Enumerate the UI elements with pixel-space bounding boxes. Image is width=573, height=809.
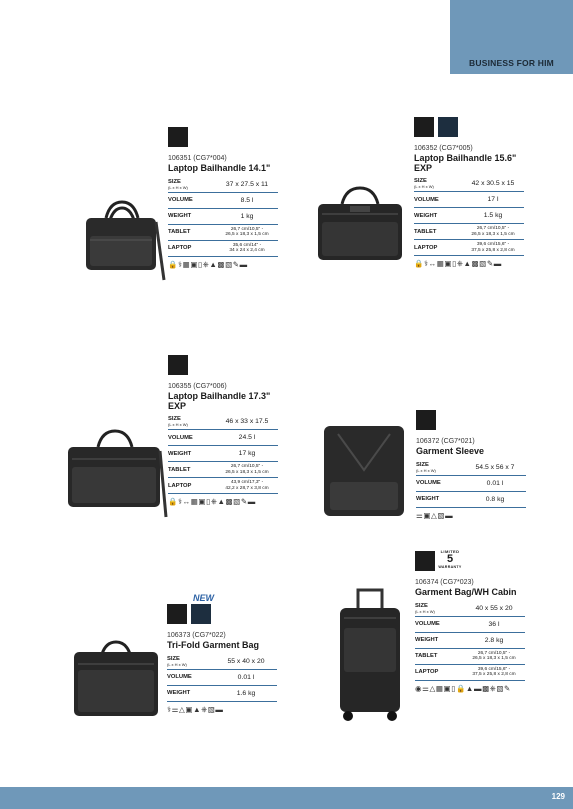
weight-value: 0.8 kg [464,491,526,507]
organizer-icon: ▦ [435,683,444,693]
laptop-icon: ▩ [471,259,480,268]
size-sublabel: (L x H x W) [414,184,434,189]
pen-icon: ✎ [486,259,494,268]
swatch-black [168,127,188,147]
laptop-label: LAPTOP [168,478,216,494]
hanger-icon: △ [179,704,186,714]
weight-label: WEIGHT [414,208,462,224]
swatch-black [168,355,188,375]
section-title: BUSINESS FOR HIM [469,58,554,68]
color-swatches [416,410,528,430]
spec-table [415,601,525,681]
product-image-laptop-bailhandle-15 [310,184,408,268]
usb-icon: ⎈ [210,497,218,506]
weight-value: 17 kg [216,446,278,462]
size-label: SIZE [414,178,427,184]
size-sublabel: (L x H x W) [168,184,188,190]
hanger-icon: △ [431,510,438,520]
bottle-icon: ▲ [463,259,472,268]
tablet-icon: ▯ [198,259,203,269]
product-card [167,604,279,715]
laptop-label: LAPTOP [415,664,463,680]
tablet-value-line2: 26,5 x 18,3 x 1,5 cm [472,656,516,661]
feature-icons [415,684,527,694]
new-badge: NEW [193,593,214,603]
shoulder-strap-icon: ⚕ [167,704,172,714]
product-card [168,355,280,507]
warranty-years: 5 [446,553,454,565]
lock-icon: 🔒 [455,683,466,693]
product-name: Laptop Bailhandle 17.3" EXP [168,391,271,411]
shoulder-strap-icon: ⚕ [177,497,183,506]
tablet-value-line1: 26,7 cm/10,5" - [230,226,264,232]
tag-icon: ⚌ [171,704,179,714]
lock-icon: 🔒 [414,259,424,268]
product-image-laptop-bailhandle-14 [76,196,168,286]
volume-value: 24.5 l [216,430,278,446]
id-icon: ▬ [473,683,483,693]
size-label: SIZE [167,655,180,662]
section-tab [450,0,573,74]
product-name: Tri-Fold Garment Bag [167,640,260,650]
laptop-value-line1: 39,6 cm/15,6" - [476,242,510,248]
laptop-value-line1: 35,6 cm/14" - [232,242,262,248]
size-value: 42 x 30.5 x 15 [462,176,524,192]
product-image-garment-bag-wh-cabin [330,588,410,722]
size-label: SIZE [416,461,429,468]
lock-icon: 🔒 [168,259,178,269]
volume-label: VOLUME [416,475,464,491]
bottle-icon: ▲ [193,704,202,714]
pen-icon: ✎ [504,683,511,693]
id-icon: ▬ [239,259,248,269]
organizer-icon: ▦ [436,259,445,268]
page-footer [0,787,573,809]
hanger-icon: △ [429,683,436,693]
size-value: 55 x 40 x 20 [215,654,277,670]
organizer-icon: ▦ [190,497,199,506]
volume-value: 0.01 l [215,669,277,685]
feature-icons [168,260,280,270]
product-card [168,127,280,270]
size-label: SIZE [168,178,181,185]
bottle-icon: ▲ [217,497,226,506]
trolley-icon: ▧ [496,683,505,693]
product-name: Laptop Bailhandle 14.1" [168,163,271,173]
expand-icon: ↔ [428,259,437,268]
swatch-black [167,604,187,624]
warranty-top-text: LIMITED [440,549,460,554]
tablet-label: TABLET [168,462,216,478]
swatch-black [414,117,434,137]
product-image-laptop-bailhandle-17 [60,425,170,521]
weight-value: 1 kg [216,208,278,224]
tablet-value-line1: 26,7 cm/10,5" - [230,464,264,470]
pocket-icon: ▣ [443,683,452,693]
color-swatches [168,355,280,375]
laptop-label: LAPTOP [414,240,462,256]
tablet-value-line2: 26,5 x 18,3 x 1,5 cm [471,231,515,237]
swatch-navy [438,117,458,137]
product-code: 106351 (CG7*004) [168,155,227,162]
size-label: SIZE [168,416,181,422]
warranty-bottom-text: WARRANTY [438,565,462,569]
volume-value: 36 l [463,616,525,632]
weight-label: WEIGHT [167,685,215,701]
product-name: Laptop Bailhandle 15.6" EXP [414,153,517,173]
volume-label: VOLUME [415,616,463,632]
id-icon: ▬ [215,704,224,714]
page-number: 129 [551,792,565,801]
trolley-sleeve-icon: ▧ [437,510,446,520]
weight-value: 2.8 kg [463,632,525,648]
weight-label: WEIGHT [168,208,216,224]
id-icon: ▬ [247,497,256,506]
pocket-icon: ▣ [198,497,207,506]
laptop-icon: ▩ [217,259,226,269]
tablet-icon: ▯ [206,497,211,506]
product-image-garment-sleeve [318,420,410,522]
spec-table [168,177,278,257]
color-swatches [167,604,279,624]
usb-icon: ⎈ [201,704,208,714]
color-swatches [414,117,526,137]
tablet-label: TABLET [168,224,216,240]
size-value: 40 x 55 x 20 [463,601,525,617]
tag-icon: ⚌ [416,510,424,520]
id-icon: ▬ [493,259,502,268]
product-code: 106373 (CG7*022) [167,632,226,639]
pocket-icon: ▣ [190,259,198,269]
laptop-icon: ▩ [225,497,234,506]
trolley-sleeve-icon: ▧ [479,259,487,268]
volume-value: 8.5 l [216,192,278,208]
product-code: 106374 (CG7*023) [415,579,474,586]
laptop-value-line1: 39,6 cm/15,6" - [477,666,511,672]
pen-icon: ✎ [232,259,240,269]
feature-icons [416,511,528,521]
laptop-label: LAPTOP [168,240,216,256]
organizer-icon: ▦ [182,259,191,269]
shoulder-strap-icon: ⚕ [423,259,429,268]
product-code: 106355 (CG7*006) [168,383,227,390]
spec-table [168,414,278,494]
product-name: Garment Bag/WH Cabin [415,587,517,597]
tablet-icon: ▯ [452,259,457,268]
tablet-label: TABLET [414,224,462,240]
weight-label: WEIGHT [168,446,216,462]
swatch-black [415,551,435,571]
pocket-icon: ▣ [423,510,432,520]
size-value: 46 x 33 x 17.5 [216,414,278,430]
size-label: SIZE [415,602,428,609]
weight-value: 1.5 kg [462,208,524,224]
tablet-value-line1: 26,7 cm/10,5" - [476,226,510,232]
laptop-icon: ▩ [482,683,490,693]
volume-label: VOLUME [167,669,215,685]
trolley-sleeve-icon: ▧ [233,497,241,506]
laptop-value-line1: 43,9 cm/17,3" - [230,480,264,486]
color-swatches [415,551,527,571]
size-value: 37 x 27.5 x 11 [216,177,278,193]
bottle-icon: ▲ [209,259,218,269]
expand-icon: ↔ [182,497,191,506]
laptop-value-line2: 37,5 x 25,8 x 2,8 cm [472,672,516,677]
usb-icon: ⎈ [456,259,464,268]
swatch-black [416,410,436,430]
trolley-sleeve-icon: ▧ [207,704,216,714]
volume-label: VOLUME [168,430,216,446]
size-sublabel: (L x H x W) [415,608,435,614]
size-sublabel: (L x H x W) [167,661,187,667]
lock-icon: 🔒 [168,497,178,506]
size-sublabel: (L x H x W) [168,422,188,427]
size-value: 54.5 x 56 x 7 [464,460,526,476]
laptop-value-line2: 37,5 x 25,8 x 2,8 cm [471,247,515,253]
feature-icons [414,259,526,269]
trolley-sleeve-icon: ▧ [225,259,233,269]
volume-value: 17 l [462,192,524,208]
product-code: 106352 (CG7*005) [414,145,473,152]
laptop-value-line2: 34 x 24 x 2,4 cm [229,248,265,253]
weight-value: 1.6 kg [215,685,277,701]
usb-icon: ⎈ [202,259,210,269]
tablet-value-line2: 26,5 x 18,3 x 1,5 cm [225,232,269,237]
weight-label: WEIGHT [416,491,464,507]
product-name: Garment Sleeve [416,446,485,456]
wheels-icon: ◉ [415,683,423,693]
laptop-value-line2: 42,2 x 28,7 x 3,8 cm [225,485,269,491]
pen-icon: ✎ [240,497,248,506]
tag-icon: ⚌ [422,683,430,693]
pocket-icon: ▣ [185,704,194,714]
usb-icon: ⎈ [489,683,497,693]
tablet-icon: ▯ [451,683,456,693]
id-icon: ▬ [445,510,454,520]
size-sublabel: (L x H x W) [416,467,436,473]
volume-value: 0.01 l [464,475,526,491]
feature-icons [168,497,280,507]
product-card [414,117,526,269]
volume-label: VOLUME [168,192,216,208]
spec-table [416,460,526,508]
spec-table [414,176,524,256]
shoulder-strap-icon: ⚕ [177,259,183,269]
product-image-tri-fold-garment-bag [70,640,162,720]
tablet-label: TABLET [415,648,463,664]
color-swatches [168,127,280,147]
product-card [415,551,527,694]
feature-icons [167,705,279,715]
spec-table [167,654,277,702]
tablet-value-line2: 26,5 x 18,3 x 1,5 cm [225,469,269,475]
swatch-navy [191,604,211,624]
volume-label: VOLUME [414,192,462,208]
bottle-icon: ▲ [465,683,474,693]
weight-label: WEIGHT [415,632,463,648]
product-code: 106372 (CG7*021) [416,438,475,445]
pocket-icon: ▣ [444,259,453,268]
tablet-value-line1: 26,7 cm/10,5" - [477,650,511,656]
product-card [416,410,528,521]
